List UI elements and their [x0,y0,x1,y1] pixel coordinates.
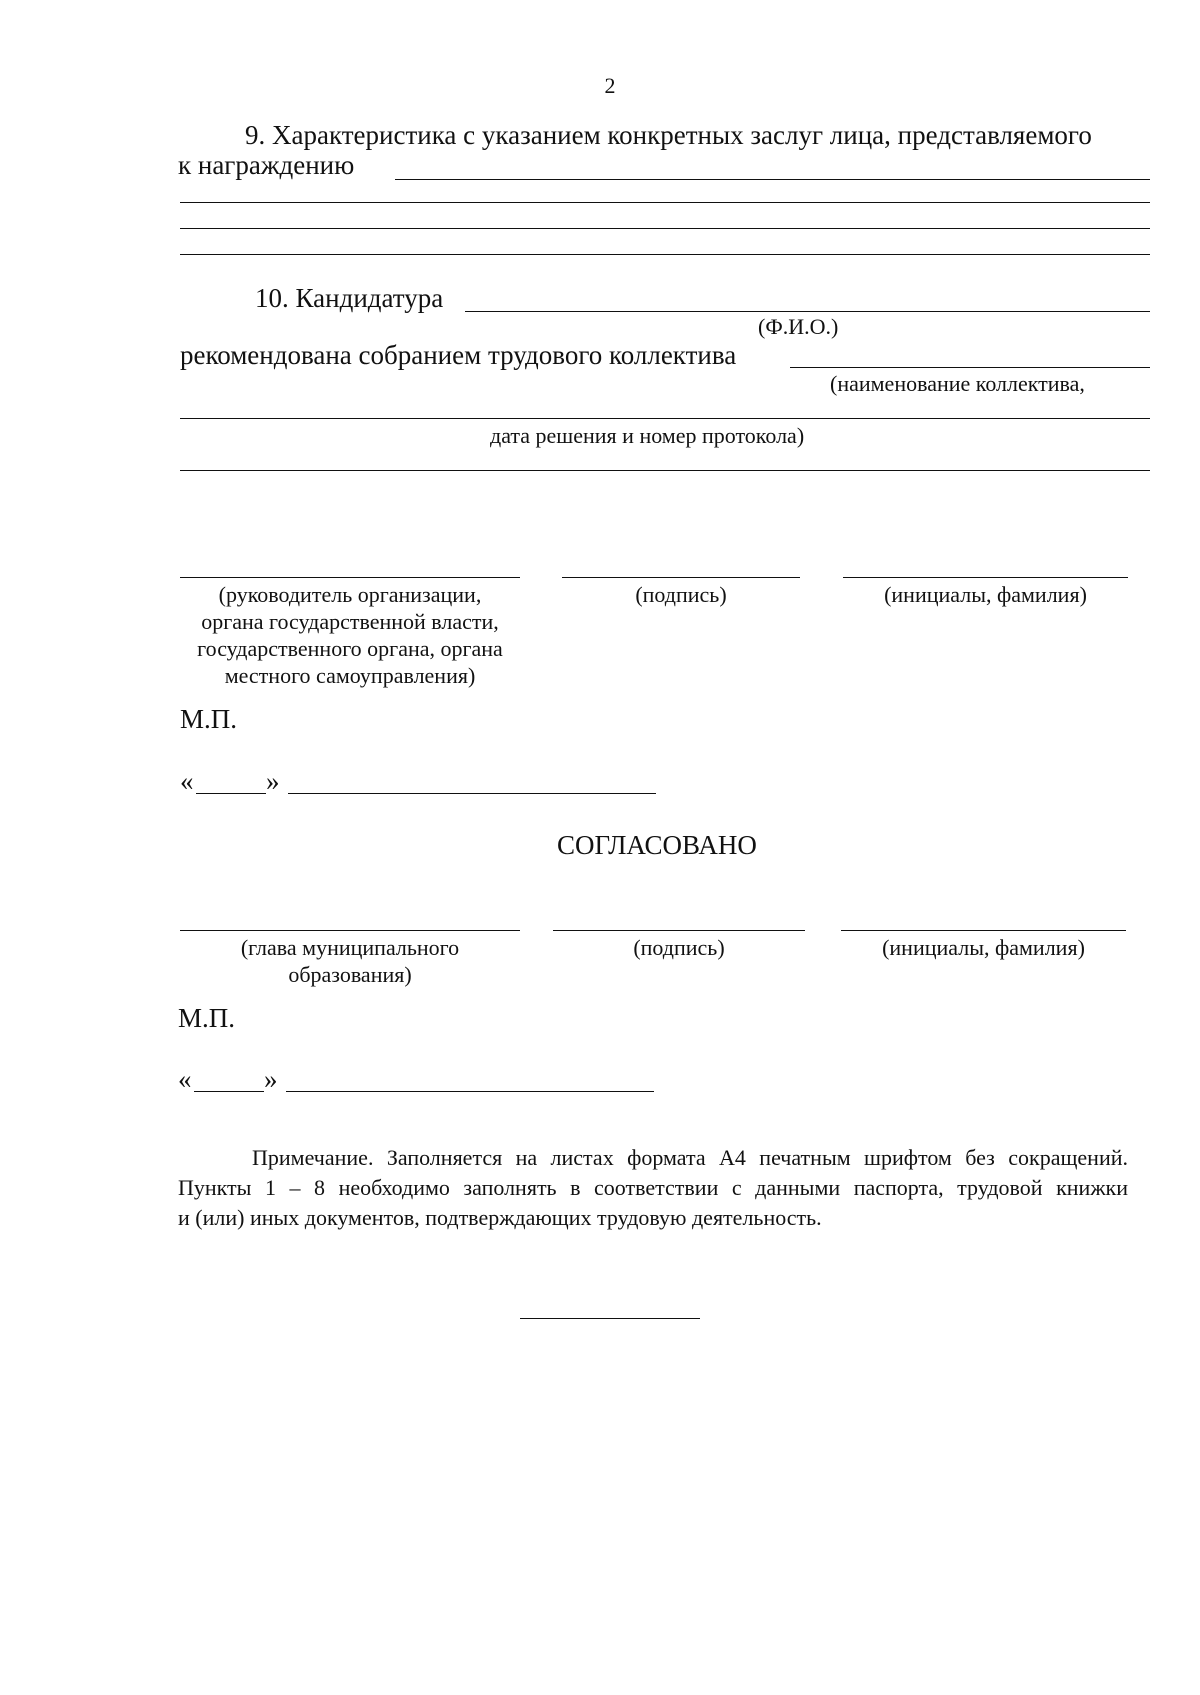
date2-open-quote: « [178,1064,192,1094]
recommended-text: рекомендована собранием трудового коллектива [180,340,737,370]
municipal-head-caption: (глава муниципального образования) [240,935,460,987]
stamp-place-1: М.П. [180,704,238,734]
date-close-quote: » [266,766,280,796]
signature-line[interactable] [562,577,800,578]
name-line-2[interactable] [841,930,1126,931]
municipal-head-line[interactable] [180,930,520,931]
note-line-2: Пункты 1 – 8 необходимо заполнять в соответствии с данными паспорта, трудовой книжки [178,1175,1128,1200]
approved-heading: СОГЛАСОВАНО [557,830,757,860]
candidate-fio-line[interactable] [465,311,1150,312]
collective-line-3[interactable] [180,470,1150,471]
day-field-2[interactable] [194,1091,264,1092]
note-line-1: Примечание. Заполняется на листах формата А4 печатным шрифтом без сокращений. [252,1145,1128,1170]
signature-line-2[interactable] [553,930,805,931]
item9-field-line-3[interactable] [180,228,1150,229]
item9-field-line-2[interactable] [180,202,1150,203]
item10-label: 10. Кандидатура [255,283,444,313]
signature-caption: (подпись) [635,582,727,607]
date-caption: дата решения и номер протокола) [490,423,805,448]
date2-close-quote: » [264,1064,278,1094]
note-line-3: и (или) иных документов, подтверждающих трудовую деятельность. [178,1205,822,1230]
collective-name-line[interactable] [790,367,1150,368]
name-line[interactable] [843,577,1128,578]
collective-caption: (наименование коллектива, [830,371,1085,396]
fio-caption: (Ф.И.О.) [758,314,839,339]
month-year-field-2[interactable] [286,1091,654,1092]
item9-field-line-4[interactable] [180,254,1150,255]
page-number: 2 [604,73,616,98]
item9-heading-cont: к награждению [178,150,355,180]
closing-divider [520,1318,700,1319]
day-field[interactable] [196,793,266,794]
name-caption: (инициалы, фамилия) [884,582,1087,607]
head-signature-line[interactable] [180,577,520,578]
item9-field-line-1[interactable] [395,179,1150,180]
month-year-field[interactable] [288,793,656,794]
signature-caption-2: (подпись) [633,935,725,960]
date-open-quote: « [180,766,194,796]
head-caption: (руководитель организации, органа государственной власти, государственного органа, органа местного самоуправления) [197,582,503,688]
stamp-place-2: М.П. [178,1003,236,1033]
collective-line-2[interactable] [180,418,1150,419]
item9-heading: 9. Характеристика с указанием конкретных заслуг лица, представляемого [245,120,1092,150]
name-caption-2: (инициалы, фамилия) [882,935,1085,960]
